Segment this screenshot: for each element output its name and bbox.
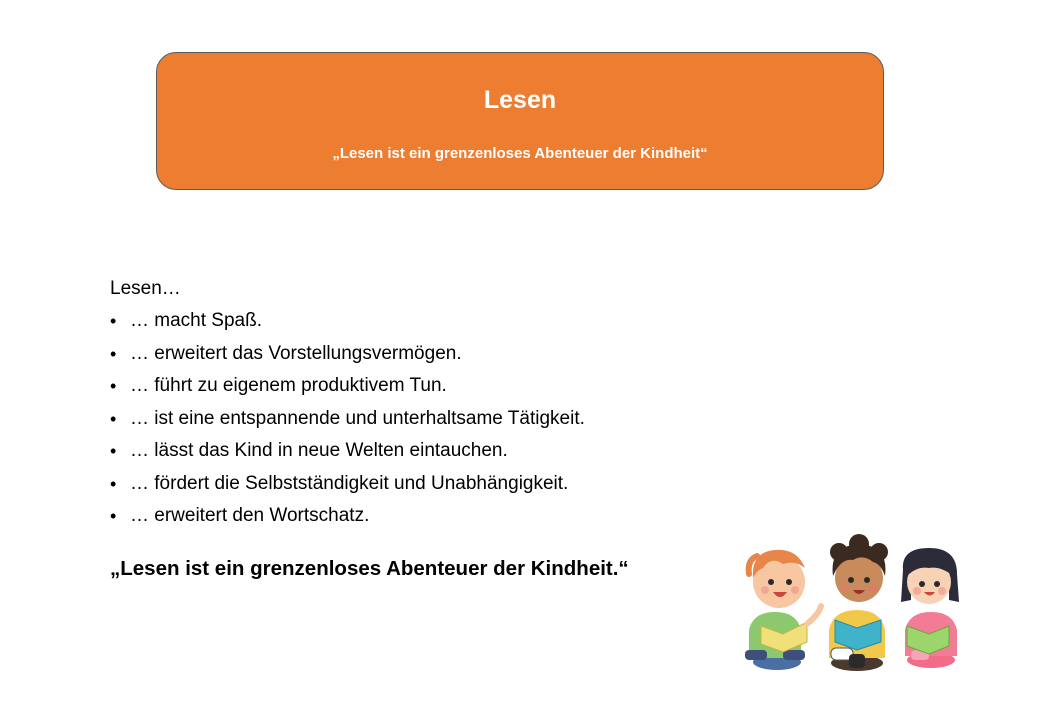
bullet-icon: • <box>110 376 117 396</box>
list-item <box>110 438 730 471</box>
list-item-text: … erweitert das Vorstellungsvermögen. <box>130 342 462 364</box>
bullet-list <box>110 308 730 536</box>
list-item <box>110 471 730 504</box>
content-block <box>110 276 730 581</box>
boy-middle-figure <box>829 534 888 671</box>
title-banner <box>156 52 884 190</box>
list-item-text: … führt zu eigenem produktivem Tun. <box>130 375 447 396</box>
banner-subtitle: „Lesen ist ein grenzenloses Abenteuer der Kindheit“ <box>332 145 708 162</box>
list-item-text: … macht Spaß. <box>130 310 262 331</box>
list-item-text: … lässt das Kind in neue Welten eintauchen. <box>130 440 508 461</box>
list-item <box>110 503 730 536</box>
children-reading-icon <box>735 530 975 675</box>
boy-left-figure <box>745 550 821 670</box>
closing-quote: „Lesen ist ein grenzenloses Abenteuer der Kindheit.“ <box>110 556 629 580</box>
bullet-icon: • <box>110 311 117 331</box>
list-item-text: … fördert die Selbstständigkeit und Unabhängigkeit. <box>130 472 569 494</box>
list-item <box>110 406 730 439</box>
bullet-icon: • <box>110 506 117 526</box>
bullet-icon: • <box>110 441 117 461</box>
list-item <box>110 341 730 374</box>
list-item-text: … erweitert den Wortschatz. <box>130 505 370 526</box>
list-item <box>110 308 730 341</box>
bullet-icon: • <box>110 343 117 364</box>
intro-text: Lesen… <box>110 278 181 299</box>
bullet-icon: • <box>110 408 117 429</box>
list-item <box>110 373 730 406</box>
banner-title: Lesen <box>483 86 557 114</box>
list-item-text: … ist eine entspannende und unterhaltsame Tätigkeit. <box>130 407 585 429</box>
girl-right-figure <box>901 548 959 668</box>
bullet-icon: • <box>110 473 117 494</box>
